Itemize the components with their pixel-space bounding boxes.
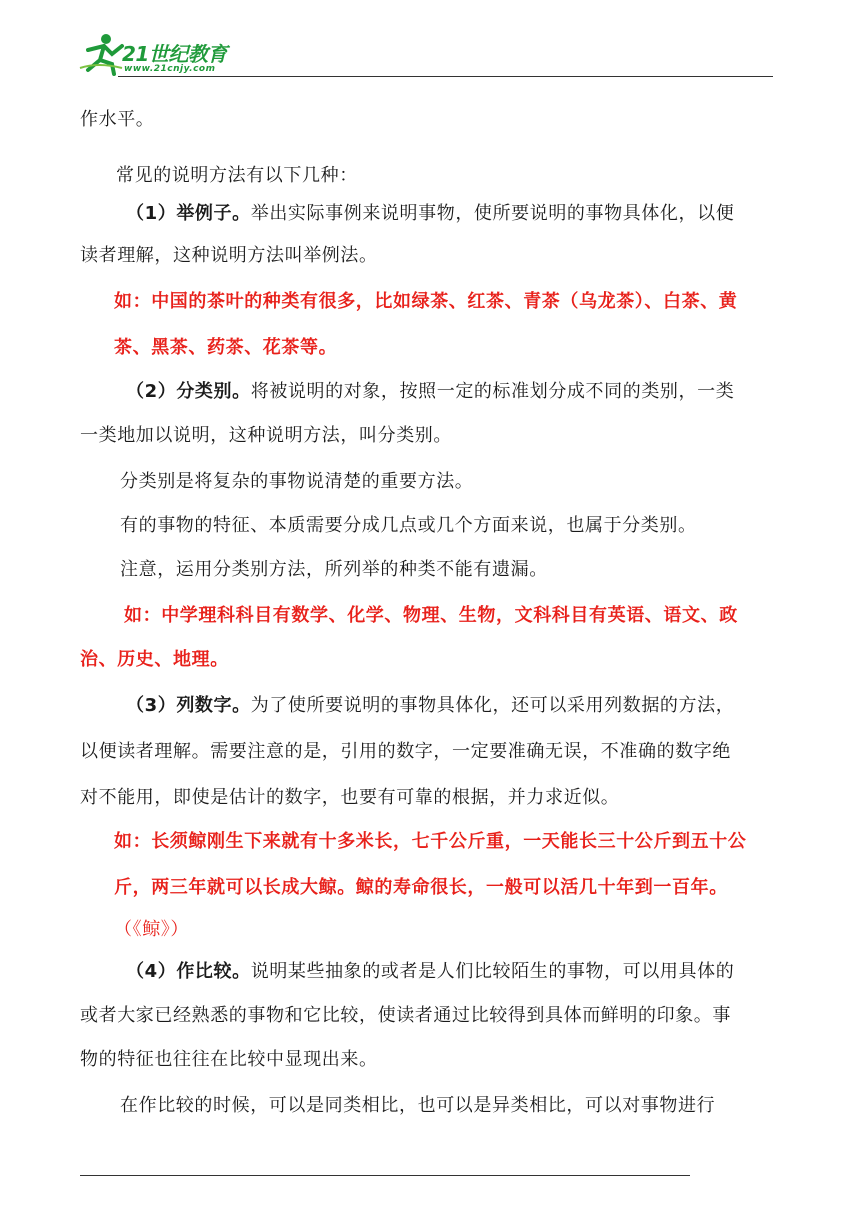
paragraph-line: 或者大家已经熟悉的事物和它比较，使读者通过比较得到具体而鲜明的印象。事	[80, 1005, 731, 1026]
method-heading-3	[126, 696, 734, 716]
page-header	[78, 28, 778, 80]
example-line: 斤，两三年就可以长成大鲸。鲸的寿命很长，一般可以活几十年到一百年。	[114, 877, 728, 898]
method-text: 说明某些抽象的或者是人们比较陌生的事物，可以用具体的	[250, 961, 735, 982]
method-text: 将被说明的对象，按照一定的标准划分成不同的类别，一类	[250, 381, 735, 402]
method-number: （2）	[126, 381, 177, 402]
method-number: （4）	[126, 961, 177, 982]
paragraph-line: 有的事物的特征、本质需要分成几点或几个方面来说，也属于分类别。	[120, 515, 697, 536]
paragraph-line: 物的特征也往往在比较中显现出来。	[80, 1049, 378, 1070]
example-source: （《鲸》）	[114, 919, 189, 940]
paragraph-line: 对不能用，即使是估计的数字，也要有可靠的根据，并力求近似。	[80, 787, 620, 808]
method-number: （1）	[126, 203, 177, 224]
logo-url: www.21cnjy.com	[124, 64, 216, 74]
logo-text: 21世纪教育	[122, 42, 227, 66]
example-line: 如：中学理科科目有数学、化学、物理、生物，文科科目有英语、语文、政	[124, 605, 738, 626]
paragraph-line: 作水平。	[80, 109, 155, 130]
example-line: 茶、黑茶、药茶、花茶等。	[114, 337, 338, 358]
method-heading-2	[126, 382, 734, 402]
paragraph-line: 注意，运用分类别方法，所列举的种类不能有遗漏。	[120, 559, 548, 580]
method-heading-4	[126, 962, 734, 982]
example-line: 如：中国的茶叶的种类有很多，比如绿茶、红茶、青茶（乌龙茶）、白茶、黄	[114, 291, 738, 312]
method-text: 为了使所要说明的事物具体化，还可以采用列数据的方法，	[250, 695, 735, 716]
method-title: 举例子。	[176, 203, 251, 224]
header-divider	[118, 76, 773, 77]
footer-divider	[80, 1175, 690, 1176]
paragraph-line: 读者理解，这种说明方法叫举例法。	[80, 245, 378, 266]
paragraph-line: 一类地加以说明，这种说明方法，叫分类别。	[80, 425, 452, 446]
paragraph-line: 分类别是将复杂的事物说清楚的重要方法。	[120, 471, 474, 492]
method-title: 分类别。	[176, 381, 251, 402]
paragraph-line: 以便读者理解。需要注意的是，引用的数字，一定要准确无误，不准确的数字绝	[80, 741, 731, 762]
method-number: （3）	[126, 695, 177, 716]
method-heading-1	[126, 204, 734, 224]
example-line: 如：长须鲸刚生下来就有十多米长，七千公斤重，一天能长三十公斤到五十公	[114, 831, 747, 852]
method-title: 列数字。	[176, 695, 251, 716]
runner-logo-icon	[78, 32, 126, 76]
method-title: 作比较。	[176, 961, 251, 982]
example-line: 治、历史、地理。	[80, 649, 229, 670]
method-text: 举出实际事例来说明事物，使所要说明的事物具体化，以便	[250, 203, 735, 224]
logo	[78, 28, 278, 78]
paragraph-line: 常见的说明方法有以下几种：	[116, 165, 358, 186]
paragraph-line: 在作比较的时候，可以是同类相比，也可以是异类相比，可以对事物进行	[120, 1095, 716, 1116]
